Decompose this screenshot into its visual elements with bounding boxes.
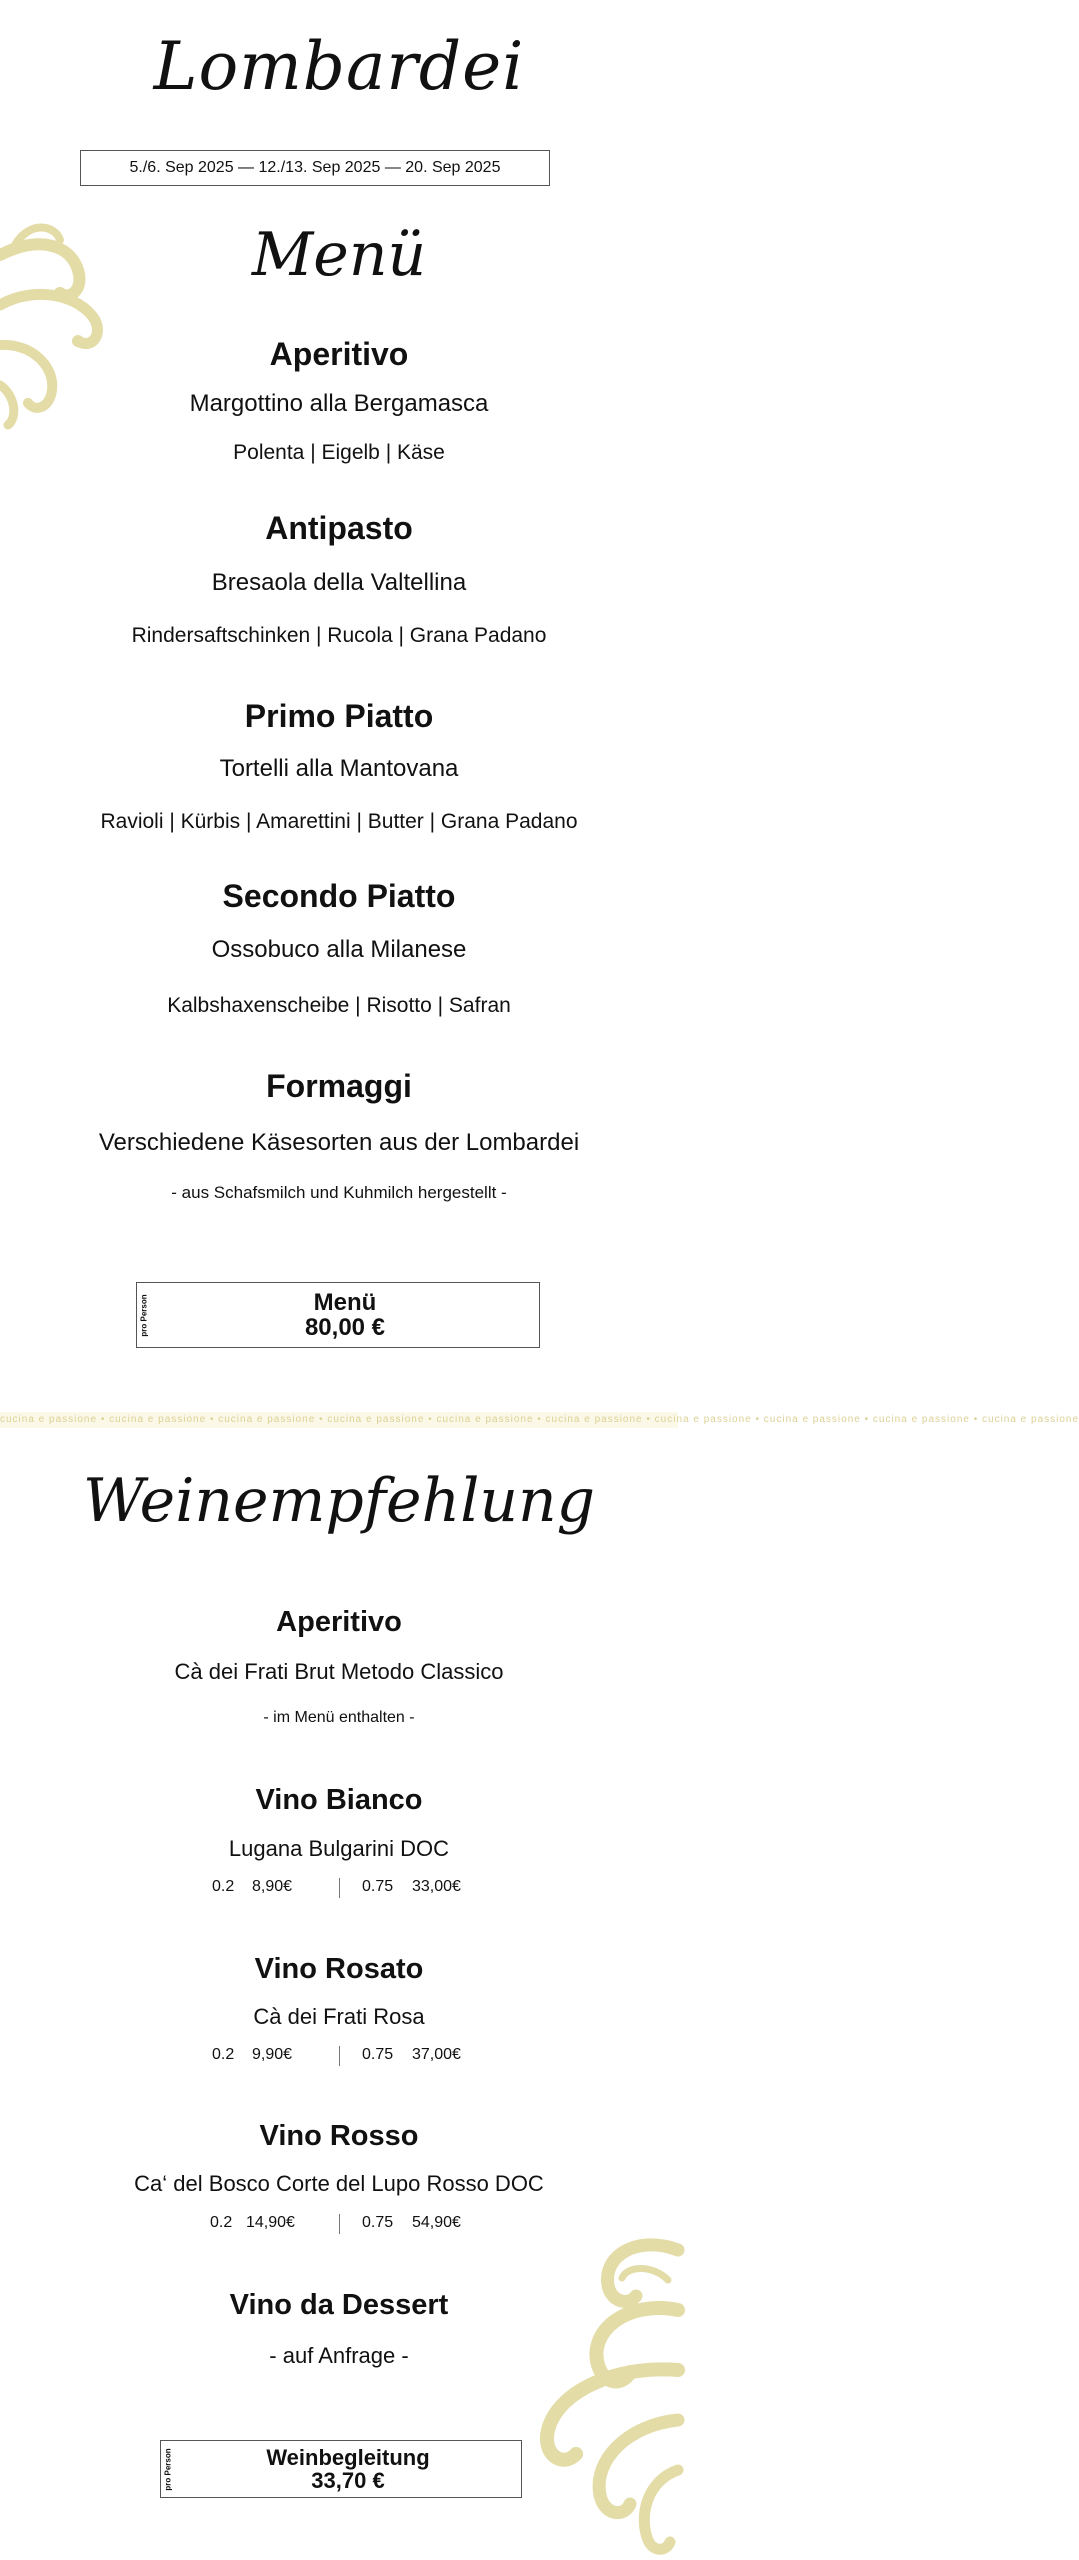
menu-price: 80,00 € — [304, 1314, 386, 1341]
course-title: Formaggi — [266, 1068, 412, 1104]
wine-pairing-label: Weinbegleitung — [266, 2444, 430, 2470]
per-person-label: pro Person — [163, 2447, 173, 2491]
small-glass-price: 14,90€ — [246, 2214, 295, 2231]
small-glass-size: 0.2 — [212, 2046, 235, 2063]
course-dish: Verschiedene Käsesorten aus der Lombardei — [98, 1129, 580, 1156]
course-dish: Tortelli alla Mantovana — [219, 755, 459, 782]
bottle-price: 37,00€ — [412, 2046, 461, 2063]
course-title: Antipasto — [265, 510, 413, 546]
divider-strip: cucina e passione • cucina e passione • cucina e passione • cucina e passione • cucina e passione • cucina e passione • cucina e passione • cucina e passione • cucina e passione • cucina e passione — [0, 1412, 678, 1428]
wine-section-title: Vino da Dessert — [229, 2289, 449, 2321]
course-dish: Bresaola della Valtellina — [211, 569, 467, 596]
menu-price-label: Menü — [313, 1288, 377, 1316]
page-title: Lombardei — [153, 28, 525, 105]
course-ingredients: Kalbshaxenscheibe | Risotto | Safran — [167, 994, 511, 1017]
wine-pairing-price-box — [160, 2440, 522, 2498]
wine-heading: Weinempfehlung — [82, 1466, 596, 1536]
bottle-size: 0.75 — [362, 1878, 394, 1895]
course-title: Secondo Piatto — [222, 878, 456, 914]
wine-name: Cà dei Frati Brut Metodo Classico — [174, 1659, 504, 1684]
wine-name: Ca‘ del Bosco Corte del Lupo Rosso DOC — [134, 2171, 544, 2196]
wine-price-row — [0, 2046, 678, 2068]
course-ingredients: Polenta | Eigelb | Käse — [233, 441, 445, 464]
bottle-size: 0.75 — [362, 2046, 394, 2063]
bottle-size: 0.75 — [362, 2214, 394, 2231]
wine-price-row — [0, 2214, 678, 2236]
price-separator — [339, 2214, 340, 2234]
price-separator — [339, 2046, 340, 2066]
per-person-label: pro Person — [139, 1293, 149, 1337]
wine-section-title: Vino Bianco — [255, 1784, 423, 1816]
wine-section-title: Vino Rosso — [259, 2120, 419, 2152]
wine-name: Lugana Bulgarini DOC — [228, 1836, 450, 1861]
wine-note: - im Menü enthalten - — [263, 1709, 415, 1726]
menu-heading: Menü — [251, 220, 427, 290]
wine-section-title: Vino Rosato — [254, 1953, 424, 1985]
wine-name: Cà dei Frati Rosa — [253, 2004, 425, 2029]
menu-price-box — [136, 1282, 540, 1348]
course-title: Aperitivo — [269, 336, 409, 372]
small-glass-price: 9,90€ — [252, 2046, 293, 2063]
course-dish: Margottino alla Bergamasca — [189, 390, 489, 417]
wine-price-row — [0, 1878, 678, 1900]
small-glass-price: 8,90€ — [252, 1878, 293, 1895]
octopus-tentacles-bottom-right — [518, 2240, 678, 2560]
bottle-price: 54,90€ — [412, 2214, 461, 2231]
wine-name: - auf Anfrage - — [269, 2343, 409, 2368]
wine-section-title: Aperitivo — [276, 1606, 402, 1638]
course-dish: Ossobuco alla Milanese — [211, 936, 467, 963]
wine-pairing-price: 33,70 € — [311, 2468, 385, 2493]
small-glass-size: 0.2 — [210, 2214, 233, 2231]
event-dates-box: 5./6. Sep 2025 — 12./13. Sep 2025 — 20. Sep 2025 — [80, 150, 550, 186]
course-note: - aus Schafsmilch und Kuhmilch hergestellt - — [171, 1183, 507, 1202]
course-ingredients: Rindersaftschinken | Rucola | Grana Padano — [131, 624, 547, 647]
price-separator — [339, 1878, 340, 1898]
course-ingredients: Ravioli | Kürbis | Amarettini | Butter | Grana Padano — [100, 810, 578, 833]
small-glass-size: 0.2 — [212, 1878, 235, 1895]
course-title: Primo Piatto — [244, 698, 434, 734]
bottle-price: 33,00€ — [412, 1878, 461, 1895]
